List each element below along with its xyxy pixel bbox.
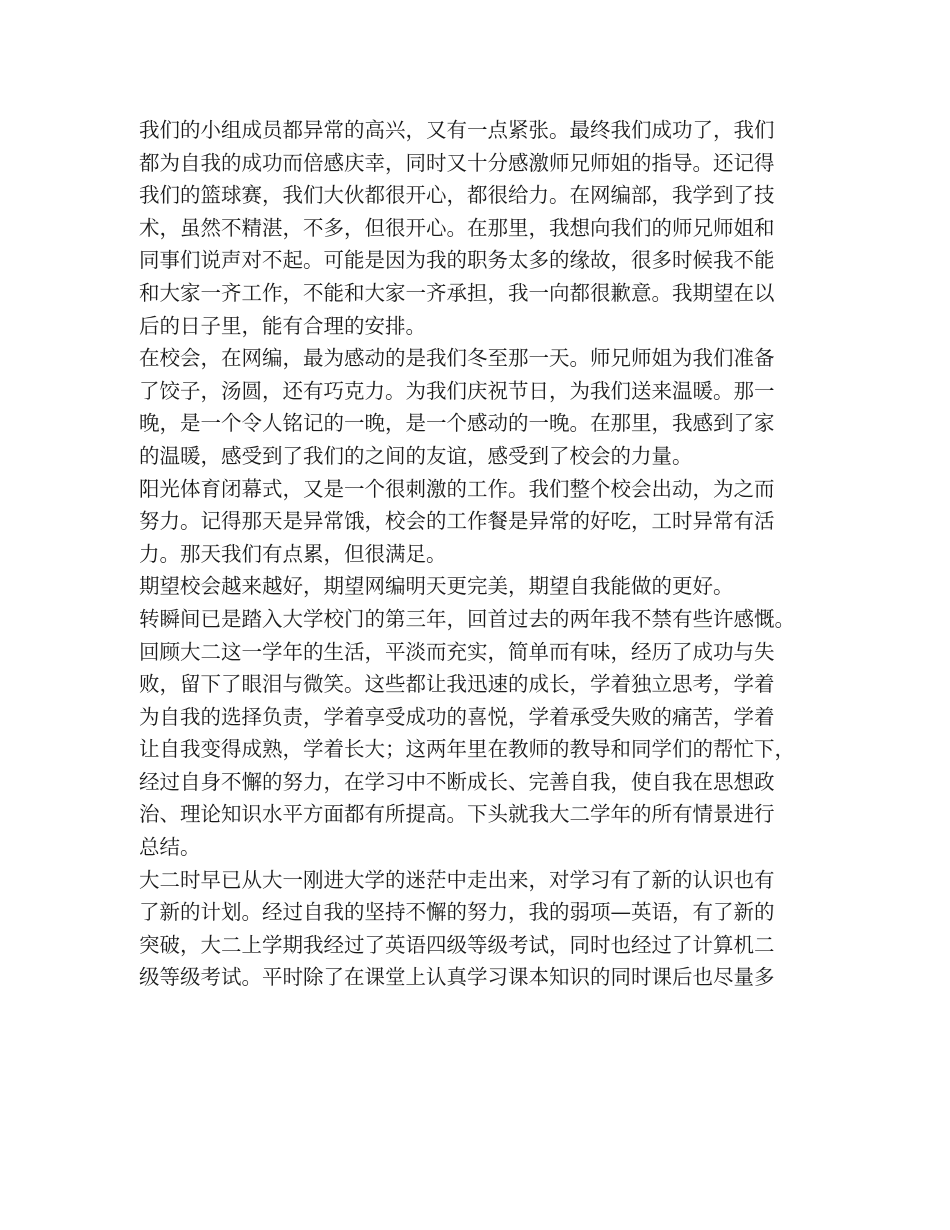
text-line: 级等级考试。平时除了在课堂上认真学习课本知识的同时课后也尽量多 xyxy=(139,965,775,990)
text-line: 期望校会越来越好，期望网编明天更完美，期望自我能做的更好。 xyxy=(139,574,734,599)
text-line: 为自我的选择负责，学着享受成功的喜悦，学着承受失败的痛苦，学着 xyxy=(139,704,775,729)
text-line: 和大家一齐工作，不能和大家一齐承担，我一向都很歉意。我期望在以 xyxy=(139,280,775,305)
text-line: 让自我变得成熟，学着长大；这两年里在教师的教导和同学们的帮忙下， xyxy=(139,737,795,762)
text-line: 转瞬间已是踏入大学校门的第三年，回首过去的两年我不禁有些许感慨。 xyxy=(139,606,795,631)
text-line: 努力。记得那天是异常饿，校会的工作餐是异常的好吃，工时异常有活 xyxy=(139,509,775,534)
text-line: 治、理论知识水平方面都有所提高。下头就我大二学年的所有情景进行 xyxy=(139,802,775,827)
body-text xyxy=(139,114,829,994)
text-line: 在校会，在网编，最为感动的是我们冬至那一天。师兄师姐为我们准备 xyxy=(139,346,775,371)
text-line: 都为自我的成功而倍感庆幸，同时又十分感激师兄师姐的指导。还记得 xyxy=(139,150,775,175)
text-line: 回顾大二这一学年的生活，平淡而充实，简单而有味，经历了成功与失 xyxy=(139,639,775,664)
text-line: 我们的小组成员都异常的高兴，又有一点紧张。最终我们成功了，我们 xyxy=(139,118,775,142)
text-line: 的温暖，感受到了我们的之间的友谊，感受到了校会的力量。 xyxy=(139,443,693,468)
text-line: 力。那天我们有点累，但很满足。 xyxy=(139,541,447,566)
text-line: 突破，大二上学期我经过了英语四级等级考试，同时也经过了计算机二 xyxy=(139,932,775,957)
text-line: 大二时早已从大一刚进大学的迷茫中走出来，对学习有了新的认识也有 xyxy=(139,867,775,892)
text-line: 晚，是一个令人铭记的一晚，是一个感动的一晚。在那里，我感到了家 xyxy=(139,411,775,436)
text-line: 了饺子，汤圆，还有巧克力。为我们庆祝节日，为我们送来温暖。那一 xyxy=(139,378,775,403)
text-line: 败，留下了眼泪与微笑。这些都让我迅速的成长，学着独立思考，学着 xyxy=(139,672,775,697)
text-line: 阳光体育闭幕式，又是一个很刺激的工作。我们整个校会出动，为之而 xyxy=(139,476,775,501)
text-line: 经过自身不懈的努力，在学习中不断成长、完善自我，使自我在思想政 xyxy=(139,769,775,794)
text-line: 后的日子里，能有合理的安排。 xyxy=(139,313,426,338)
text-line: 同事们说声对不起。可能是因为我的职务太多的缘故，很多时候我不能 xyxy=(139,248,775,273)
text-line: 了新的计划。经过自我的坚持不懈的努力，我的弱项—英语，有了新的 xyxy=(139,900,775,925)
text-line: 我们的篮球赛，我们大伙都很开心，都很给力。在网编部，我学到了技 xyxy=(139,183,775,208)
text-line: 总结。 xyxy=(139,835,201,860)
text-line: 术，虽然不精湛，不多，但很开心。在那里，我想向我们的师兄师姐和 xyxy=(139,215,775,240)
